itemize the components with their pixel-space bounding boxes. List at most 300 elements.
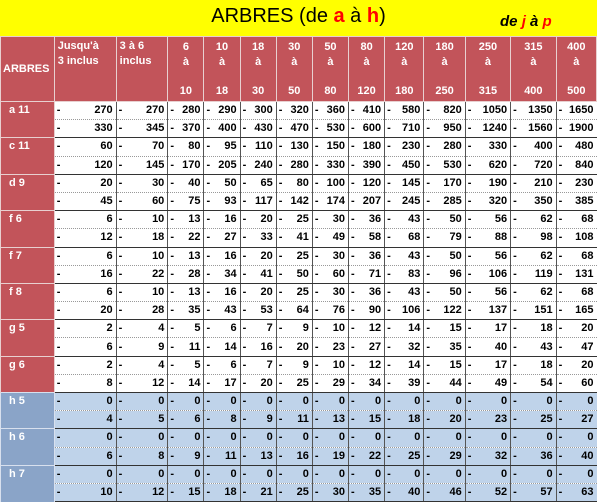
tolerance-value: 30 <box>332 486 346 499</box>
minus-sign: - <box>558 122 563 135</box>
tolerance-value: 43 <box>540 340 553 353</box>
tolerance-cell <box>240 338 276 356</box>
tolerance-value: 32 <box>494 449 508 462</box>
tolerance-value: 25 <box>296 249 309 262</box>
tolerance-cell <box>276 283 312 301</box>
tolerance-cell <box>54 338 116 356</box>
tolerance-cell <box>511 174 556 192</box>
minus-sign: - <box>558 249 563 262</box>
subtitle-to-letter: p <box>542 13 552 30</box>
tolerance-cell <box>424 265 465 283</box>
tolerance-value: 0 <box>338 467 346 480</box>
tolerance-cell <box>424 411 465 429</box>
tolerance-cell <box>465 138 510 156</box>
tolerance-value: 12 <box>368 358 382 371</box>
table-row <box>1 174 597 192</box>
tolerance-cell <box>54 374 116 392</box>
tolerance-value: 390 <box>362 158 382 171</box>
tolerance-value: 15 <box>449 358 462 371</box>
minus-sign: - <box>206 231 211 244</box>
minus-sign: - <box>558 486 563 499</box>
tolerance-value: 13 <box>188 285 201 298</box>
tolerance-cell <box>465 338 510 356</box>
minus-sign: - <box>351 213 355 226</box>
tolerance-value: 56 <box>494 285 508 298</box>
table-row <box>1 374 597 392</box>
minus-sign: - <box>387 340 391 353</box>
tolerance-value: 68 <box>581 249 594 262</box>
tolerance-value: 15 <box>449 322 462 335</box>
minus-sign: - <box>242 231 247 244</box>
minus-sign: - <box>206 285 211 298</box>
minus-sign: - <box>351 231 355 244</box>
minus-sign: - <box>56 376 61 389</box>
tolerance-cell <box>168 483 204 501</box>
minus-sign: - <box>558 267 563 280</box>
tolerance-cell <box>465 211 510 229</box>
tolerance-cell <box>116 229 168 247</box>
column-header <box>424 37 465 102</box>
minus-sign: - <box>351 486 355 499</box>
tolerance-value: 170 <box>182 158 201 171</box>
tolerance-cell <box>424 393 465 411</box>
tolerance-cell <box>168 447 204 465</box>
tolerance-value: 76 <box>332 304 346 317</box>
tolerance-cell <box>349 356 385 374</box>
tolerance-value: 90 <box>368 304 382 317</box>
tolerance-value: 56 <box>494 249 508 262</box>
tolerance-cell <box>556 338 596 356</box>
minus-sign: - <box>351 304 355 317</box>
minus-sign: - <box>314 395 319 408</box>
minus-sign: - <box>242 322 247 335</box>
minus-sign: - <box>387 304 391 317</box>
tolerance-cell <box>349 374 385 392</box>
subtitle-mid: à <box>525 13 543 30</box>
tolerance-cell <box>349 302 385 320</box>
tolerance-cell <box>204 320 240 338</box>
tolerance-value: 2 <box>106 358 113 371</box>
tolerance-cell <box>240 429 276 447</box>
minus-sign: - <box>513 158 517 171</box>
header-line: 250 <box>478 41 498 53</box>
tolerance-value: 25 <box>408 449 421 462</box>
tolerance-cell <box>240 465 276 483</box>
column-header <box>349 37 385 102</box>
minus-sign: - <box>278 140 283 153</box>
tolerance-value: 100 <box>326 176 346 189</box>
table-row <box>1 265 597 283</box>
tolerance-cell <box>168 283 204 301</box>
minus-sign: - <box>426 486 431 499</box>
tolerance-value: 0 <box>230 395 237 408</box>
minus-sign: - <box>206 304 211 317</box>
tolerance-cell <box>424 302 465 320</box>
header-line: 80 <box>360 41 373 53</box>
minus-sign: - <box>426 413 431 426</box>
minus-sign: - <box>170 176 174 189</box>
minus-sign: - <box>278 431 283 444</box>
minus-sign: - <box>56 249 61 262</box>
minus-sign: - <box>278 322 283 335</box>
tolerance-cell <box>511 229 556 247</box>
tolerance-cell <box>276 320 312 338</box>
tolerance-cell <box>116 102 168 120</box>
title-to-letter: h <box>366 5 380 27</box>
tolerance-value: 450 <box>402 158 421 171</box>
tolerance-cell <box>349 429 385 447</box>
minus-sign: - <box>278 486 283 499</box>
tolerance-cell <box>511 247 556 265</box>
header-line <box>277 69 312 84</box>
tolerance-value: 10 <box>100 486 113 499</box>
tolerance-value: 11 <box>188 340 201 353</box>
minus-sign: - <box>513 449 517 462</box>
tolerance-value: 35 <box>368 486 382 499</box>
tolerance-value: 9 <box>158 340 165 353</box>
tolerance-cell <box>312 356 348 374</box>
minus-sign: - <box>387 431 391 444</box>
tolerance-cell <box>204 411 240 429</box>
minus-sign: - <box>513 340 517 353</box>
tolerance-value: 10 <box>152 285 165 298</box>
tolerance-cell <box>556 465 596 483</box>
tolerance-value: 40 <box>581 449 594 462</box>
tolerance-value: 210 <box>534 176 553 189</box>
tolerance-cell <box>312 138 348 156</box>
tolerance-value: 120 <box>94 158 113 171</box>
minus-sign: - <box>314 431 319 444</box>
tolerance-cell <box>349 393 385 411</box>
tolerance-cell <box>511 156 556 174</box>
tolerance-value: 6 <box>106 213 113 226</box>
minus-sign: - <box>558 231 563 244</box>
minus-sign: - <box>426 340 431 353</box>
minus-sign: - <box>118 104 123 117</box>
tolerance-cell <box>54 211 116 229</box>
minus-sign: - <box>387 358 391 371</box>
tolerance-value: 65 <box>260 176 273 189</box>
table-row <box>1 156 597 174</box>
minus-sign: - <box>118 431 123 444</box>
tolerance-value: 27 <box>368 340 382 353</box>
header-line: à <box>255 55 262 68</box>
tolerance-cell <box>204 174 240 192</box>
tolerance-value: 60 <box>332 267 346 280</box>
tolerance-cell <box>116 156 168 174</box>
tolerance-cell <box>276 411 312 429</box>
tolerance-value: 240 <box>254 158 273 171</box>
tolerance-cell <box>349 283 385 301</box>
tolerance-value: 9 <box>302 358 309 371</box>
column-header <box>240 37 276 102</box>
tolerance-cell <box>276 138 312 156</box>
minus-sign: - <box>206 267 211 280</box>
tolerance-cell <box>385 247 424 265</box>
minus-sign: - <box>170 249 174 262</box>
minus-sign: - <box>118 140 123 153</box>
tolerance-value: 50 <box>296 267 309 280</box>
minus-sign: - <box>278 449 283 462</box>
tolerance-value: 32 <box>408 340 421 353</box>
minus-sign: - <box>467 449 472 462</box>
minus-sign: - <box>56 122 61 135</box>
tolerance-cell <box>511 393 556 411</box>
tolerance-cell <box>116 192 168 210</box>
tolerance-cell <box>276 429 312 447</box>
tolerance-cell <box>556 483 596 501</box>
tolerance-cell <box>312 192 348 210</box>
minus-sign: - <box>426 158 431 171</box>
minus-sign: - <box>118 413 123 426</box>
tolerance-value: 27 <box>224 231 237 244</box>
tolerance-value: 28 <box>152 304 165 317</box>
minus-sign: - <box>387 140 391 153</box>
minus-sign: - <box>170 267 174 280</box>
row-label: g 6 <box>1 356 55 392</box>
minus-sign: - <box>206 104 211 117</box>
column-header <box>465 37 510 102</box>
tolerance-cell <box>204 374 240 392</box>
header-line <box>241 69 276 84</box>
header-line <box>466 69 510 84</box>
minus-sign: - <box>278 340 283 353</box>
tolerance-value: 30 <box>332 213 346 226</box>
tolerance-value: 13 <box>188 213 201 226</box>
table-row <box>1 302 597 320</box>
tolerance-value: 290 <box>218 104 237 117</box>
table-row <box>1 120 597 138</box>
tolerance-value: 2 <box>106 322 113 335</box>
tolerance-cell <box>385 174 424 192</box>
minus-sign: - <box>118 158 123 171</box>
header-line: 50 <box>324 41 337 53</box>
minus-sign: - <box>118 467 123 480</box>
header-line: à <box>327 55 334 68</box>
tolerance-value: 430 <box>254 122 273 135</box>
tolerance-value: 35 <box>449 340 462 353</box>
tolerance-value: 20 <box>581 322 594 335</box>
tolerance-value: 20 <box>260 249 273 262</box>
tolerance-cell <box>349 247 385 265</box>
header-line: 80 <box>324 84 337 97</box>
table-row <box>1 338 597 356</box>
tolerance-cell <box>276 247 312 265</box>
header-line: 500 <box>567 84 586 97</box>
tolerance-cell <box>349 265 385 283</box>
tolerance-cell <box>312 320 348 338</box>
minus-sign: - <box>467 267 472 280</box>
tolerance-value: 50 <box>449 213 462 226</box>
minus-sign: - <box>206 395 211 408</box>
tolerance-value: 12 <box>152 486 165 499</box>
tolerance-cell <box>204 393 240 411</box>
tolerance-value: 53 <box>260 304 273 317</box>
page-subtitle <box>500 13 552 30</box>
header-line: 30 <box>288 41 301 53</box>
minus-sign: - <box>314 376 319 389</box>
tolerance-cell <box>349 483 385 501</box>
minus-sign: - <box>426 449 431 462</box>
tolerance-value: 205 <box>218 158 237 171</box>
tolerance-value: 9 <box>302 322 309 335</box>
minus-sign: - <box>387 267 391 280</box>
minus-sign: - <box>351 158 355 171</box>
minus-sign: - <box>242 249 247 262</box>
header-line: 18 <box>215 84 229 97</box>
minus-sign: - <box>242 140 247 153</box>
tolerance-cell <box>385 393 424 411</box>
tolerance-cell <box>349 447 385 465</box>
tolerance-value: 0 <box>194 395 201 408</box>
tolerance-value: 130 <box>290 140 309 153</box>
tolerance-cell <box>168 302 204 320</box>
tolerance-value: 0 <box>266 431 273 444</box>
tolerance-value: 12 <box>368 322 382 335</box>
minus-sign: - <box>513 376 517 389</box>
minus-sign: - <box>558 431 563 444</box>
table-row <box>1 393 597 411</box>
tolerance-cell <box>465 247 510 265</box>
minus-sign: - <box>56 213 61 226</box>
tolerance-cell <box>312 374 348 392</box>
tolerance-value: 600 <box>362 122 382 135</box>
tolerance-value: 68 <box>581 285 594 298</box>
tolerance-value: 145 <box>402 176 421 189</box>
minus-sign: - <box>426 267 431 280</box>
tolerance-value: 320 <box>488 195 508 208</box>
tolerance-value: 119 <box>534 267 553 280</box>
minus-sign: - <box>513 413 517 426</box>
minus-sign: - <box>278 467 283 480</box>
minus-sign: - <box>118 195 123 208</box>
minus-sign: - <box>242 467 247 480</box>
table-row <box>1 320 597 338</box>
minus-sign: - <box>56 449 61 462</box>
tolerance-value: 22 <box>368 449 382 462</box>
tolerance-cell <box>276 302 312 320</box>
tolerance-cell <box>465 302 510 320</box>
tolerance-cell <box>54 265 116 283</box>
header-line: à <box>401 55 408 68</box>
tolerance-cell <box>465 320 510 338</box>
tolerance-value: 280 <box>182 104 201 117</box>
tolerance-value: 10 <box>152 213 165 226</box>
tolerance-cell <box>168 174 204 192</box>
tolerance-cell <box>349 320 385 338</box>
tolerance-value: 5 <box>194 358 201 371</box>
tolerance-value: 95 <box>224 140 237 153</box>
tolerance-cell <box>116 356 168 374</box>
tolerance-value: 0 <box>501 395 508 408</box>
column-header <box>54 37 116 102</box>
tolerance-value: 33 <box>260 231 273 244</box>
minus-sign: - <box>278 231 283 244</box>
tolerance-value: 16 <box>224 285 237 298</box>
tolerance-cell <box>116 120 168 138</box>
tolerance-value: 60 <box>100 140 113 153</box>
minus-sign: - <box>513 431 517 444</box>
tolerance-cell <box>116 320 168 338</box>
minus-sign: - <box>351 467 355 480</box>
tolerance-cell <box>556 447 596 465</box>
minus-sign: - <box>351 195 355 208</box>
tolerance-cell <box>465 356 510 374</box>
tolerance-cell <box>116 283 168 301</box>
tolerance-value: 11 <box>224 449 237 462</box>
tolerance-value: 14 <box>188 376 201 389</box>
tolerance-value: 131 <box>575 267 594 280</box>
tolerance-cell <box>54 192 116 210</box>
tolerance-value: 60 <box>152 195 165 208</box>
tolerance-value: 70 <box>152 140 165 153</box>
tolerance-cell <box>240 283 276 301</box>
minus-sign: - <box>170 431 174 444</box>
tolerance-cell <box>116 302 168 320</box>
tolerance-cell <box>511 283 556 301</box>
minus-sign: - <box>558 158 563 171</box>
minus-sign: - <box>56 486 61 499</box>
tolerance-value: 180 <box>362 140 382 153</box>
column-header-arbres <box>1 37 55 102</box>
minus-sign: - <box>314 158 319 171</box>
minus-sign: - <box>467 249 472 262</box>
header-line: à <box>441 55 448 68</box>
tolerance-value: 0 <box>158 431 165 444</box>
minus-sign: - <box>467 486 472 499</box>
tolerance-cell <box>116 465 168 483</box>
tolerance-value: 35 <box>188 304 201 317</box>
minus-sign: - <box>56 467 61 480</box>
tolerance-value: 0 <box>158 467 165 480</box>
tolerance-cell <box>349 174 385 192</box>
tolerance-value: 63 <box>581 486 594 499</box>
minus-sign: - <box>387 122 391 135</box>
tolerance-cell <box>465 447 510 465</box>
tolerance-value: 0 <box>266 395 273 408</box>
header-line: 10 <box>215 41 229 53</box>
column-header <box>312 37 348 102</box>
tolerance-cell <box>424 320 465 338</box>
tolerance-value: 25 <box>540 413 553 426</box>
minus-sign: - <box>387 213 391 226</box>
tolerance-value: 47 <box>581 340 594 353</box>
tolerance-value: 93 <box>224 195 237 208</box>
tolerance-cell <box>511 192 556 210</box>
minus-sign: - <box>351 431 355 444</box>
minus-sign: - <box>206 213 211 226</box>
minus-sign: - <box>558 176 563 189</box>
minus-sign: - <box>118 176 123 189</box>
tolerance-value: 43 <box>408 249 421 262</box>
column-header <box>204 37 240 102</box>
minus-sign: - <box>351 358 355 371</box>
tolerance-value: 62 <box>540 285 553 298</box>
minus-sign: - <box>118 231 123 244</box>
tolerance-cell <box>116 174 168 192</box>
minus-sign: - <box>387 467 391 480</box>
tolerance-value: 98 <box>540 231 553 244</box>
tolerance-value: 0 <box>455 431 462 444</box>
header-row <box>1 37 597 102</box>
tolerance-value: 0 <box>375 467 382 480</box>
tolerance-value: 0 <box>501 431 508 444</box>
tolerance-cell <box>385 374 424 392</box>
tolerance-value: 20 <box>260 285 273 298</box>
tolerance-cell <box>204 211 240 229</box>
tolerance-value: 16 <box>100 267 113 280</box>
minus-sign: - <box>278 267 283 280</box>
